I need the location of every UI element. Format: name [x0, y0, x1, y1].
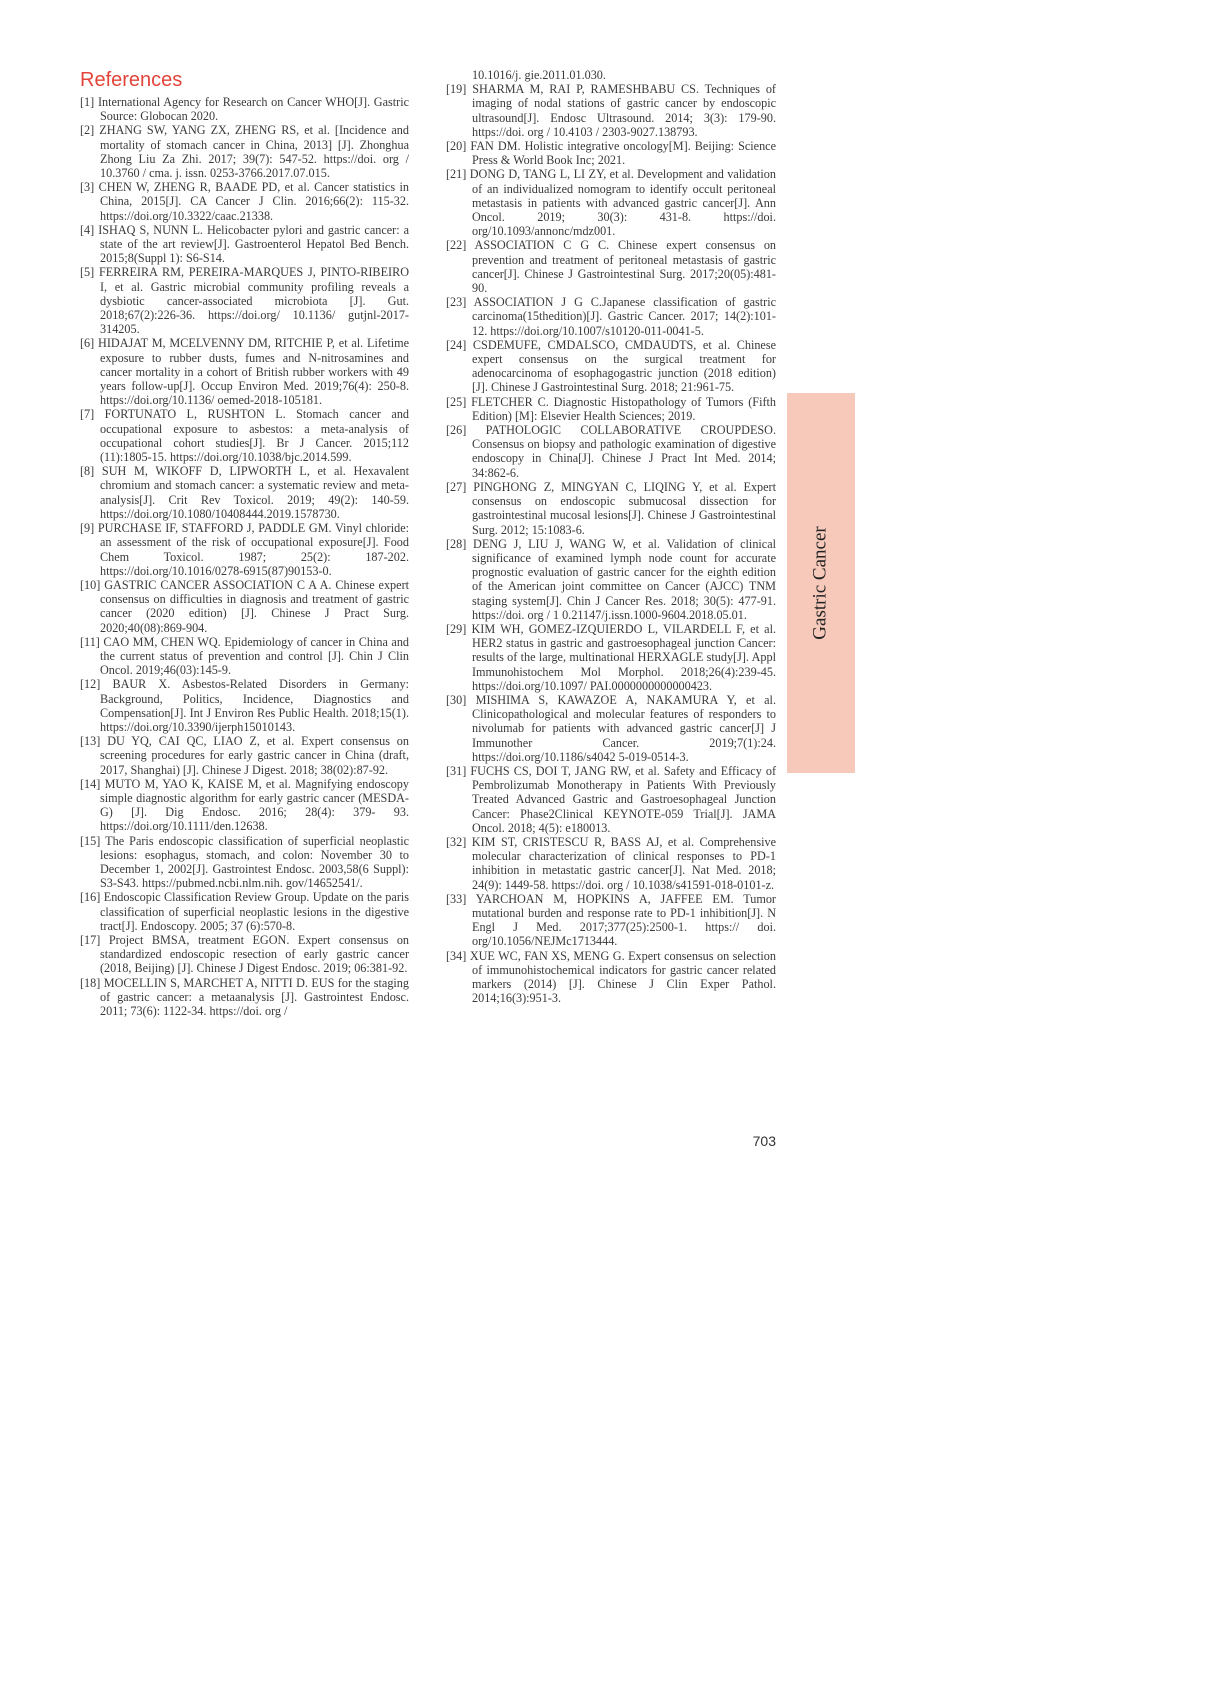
reference-number: [32] — [446, 834, 467, 849]
reference-item — [446, 622, 776, 693]
reference-number: [25] — [446, 394, 467, 409]
reference-text: CSDEMUFE, CMDALSCO, CMDAUDTS, et al. Chinese expert consensus on the surgical treatment for adenocarcinoma of esophagogastric junction (2018 edition) [J]. Chinese J Gastrointestinal Surg. 2018; 21:961-75. — [472, 337, 776, 395]
reference-text: ISHAQ S, NUNN L. Helicobacter pylori and gastric cancer: a state of the art review[J]. Gastroenterol Hepatol Bed Bench. 2015;8(Suppl 1): S6-S14. — [98, 222, 410, 266]
reference-number: [26] — [446, 423, 467, 438]
references-heading: References — [80, 69, 183, 91]
reference-item — [80, 834, 409, 891]
reference-text: Project BMSA, treatment EGON. Expert consensus on standardized endoscopic resection of early gastric cancer (2018, Beijing) [J]. Chinese J Digest Endosc. 2019; 06:381-92. — [100, 932, 410, 976]
reference-text: MOCELLIN S, MARCHET A, NITTI D. EUS for the staging of gastric cancer: a metaanalysis [J]. Gastrointest Endosc. 2011; 73(6): 1122-34. https://doi. org / — [100, 975, 409, 1018]
reference-text: GASTRIC CANCER ASSOCIATION C A A. Chinese expert consensus on difficulties in diagnosis and treatment of gastric cancer (2020 edition) [J]. Chinese J Pract Surg. 2020;40(08):869-904. — [100, 577, 410, 635]
reference-number: [1] — [80, 95, 95, 109]
reference-item — [80, 890, 409, 933]
reference-item — [446, 693, 776, 764]
reference-text: BAUR X. Asbestos-Related Disorders in Germany: Background, Politics, Incidence, Diagnostics and Compensation[J]. Int J Environ Res Public Health. 2018;15(1). https://doi.org/10.3390/ijerph15010143. — [100, 677, 409, 734]
reference-number: [31] — [446, 763, 467, 778]
reference-item — [80, 223, 409, 266]
reference-item — [80, 95, 409, 123]
reference-item — [80, 265, 409, 336]
reference-item — [446, 82, 776, 139]
reference-text: YARCHOAN M, HOPKINS A, JAFFEE EM. Tumor mutational burden and response rate to PD-1 inhibition[J]. N Engl J Med. 2017;377(25):2500-1. https:// doi. org/10.1056/NEJMc1713444. — [472, 891, 776, 949]
reference-item — [80, 180, 409, 223]
reference-continuation: 10.1016/j. gie.2011.01.030. — [472, 68, 606, 82]
reference-text: XUE WC, FAN XS, MENG G. Expert consensus on selection of immunohistochemical indicators for gastric cancer related markers (2014) [J]. Chinese J Clin Exper Pathol. 2014;16(3):951-3. — [469, 948, 776, 1006]
reference-text: The Paris endoscopic classification of superficial neoplastic lesions: esophagus, stomach, and colon: November 30 to December 1, 2002[J]. Gastrointest Endosc. 2003,58(6 Suppl): S3-S43. https://pubmed.ncbi.nlm.nih. gov/14652541/. — [100, 833, 410, 891]
reference-number: [20] — [446, 139, 467, 154]
reference-item — [80, 521, 409, 578]
reference-item — [446, 480, 776, 537]
section-tab — [787, 393, 855, 773]
reference-number: [27] — [446, 479, 467, 494]
reference-text: FAN DM. Holistic integrative oncology[M]. Beijing: Science Press & World Book Inc; 2021. — [470, 139, 777, 168]
reference-number: [33] — [446, 891, 467, 906]
reference-item — [80, 464, 409, 521]
reference-item — [80, 635, 409, 678]
reference-number: [13] — [80, 734, 101, 749]
reference-text: PURCHASE IF, STAFFORD J, PADDLE GM. Vinyl chloride: an assessment of the risk of occupational exposure[J]. Food Chem Toxicol. 1987; 25(2): 187-202. https://doi.org/10.1016/0278-6915(87)90153-0. — [97, 521, 409, 578]
references-left-column — [80, 95, 409, 1018]
references-right-column — [446, 68, 776, 1005]
reference-text: SUH M, WIKOFF D, LIPWORTH L, et al. Hexavalent chromium and stomach cancer: a systematic review and meta-analysis[J]. Crit Rev Toxicol. 2019; 49(2): 140-59. https://doi.org/10.1080/10408444.2019.1578730. — [100, 464, 409, 521]
reference-text: HIDAJAT M, MCELVENNY DM, RITCHIE P, et al. Lifetime exposure to rubber dusts, fumes and N-nitrosamines and cancer mortality in a cohort of British rubber workers with 49 years follow-up[J]. Occup Environ Med. 2019;76(4): 250-8. https://doi.org/10.1136/ oemed-2018-105181. — [98, 336, 409, 408]
reference-number: [9] — [80, 521, 95, 536]
reference-text: ZHANG SW, YANG ZX, ZHENG RS, et al. [Incidence and mortality of stomach cancer in China, 2013] [J]. Zhonghua Zhong Liu Za Zhi. 2017; 39(7): 547-52. https://doi. org / 10.3760 / cma. j. issn. 0253-3766.2017.07.015. — [99, 123, 409, 181]
reference-number: [11] — [80, 634, 100, 649]
reference-number: [15] — [80, 833, 101, 848]
reference-text: KIM WH, GOMEZ-IZQUIERDO L, VILARDELL F, et al. HER2 status in gastric and gastroesophageal junction Cancer: results of the large, multinational HERXAGLE study[J]. Appl Immunohistochem Mol Morphol. 2018;26(4):239-45. https://doi.org/10.1097/ PAI.0000000000000423. — [471, 621, 777, 693]
reference-item — [80, 777, 409, 834]
reference-item — [446, 238, 776, 295]
reference-item — [446, 295, 776, 338]
reference-item — [446, 338, 776, 395]
reference-number: [2] — [80, 123, 95, 138]
reference-text: KIM ST, CRISTESCU R, BASS AJ, et al. Comprehensive molecular characterization of clinical responses to PD-1 inhibition in metastatic gastric cancer[J]. Nat Med. 2018; 24(9): 1449-58. https://doi. org / 10.1038/s41591-018-0101-z. — [471, 834, 776, 892]
reference-text: CHEN W, ZHENG R, BAADE PD, et al. Cancer statistics in China, 2015[J]. CA Cancer J Clin. 2016;66(2): 115-32. https://doi.org/10.3322/caac.21338. — [98, 180, 409, 223]
reference-text: CAO MM, CHEN WQ. Epidemiology of cancer in China and the current status of prevention and control [J]. Chin J Clin Oncol. 2019;46(03):145-9. — [100, 634, 410, 678]
reference-number: [23] — [446, 295, 467, 310]
reference-item — [446, 139, 776, 167]
reference-number: [28] — [446, 536, 467, 551]
reference-number: [30] — [446, 692, 467, 707]
reference-text: MUTO M, YAO K, KAISE M, et al. Magnifying endoscopy simple diagnostic algorithm for early gastric cancer (MESDA-G) [J]. Dig Endosc. 2016; 28(4): 379- 93. https://doi.org/10.1111/den.12638. — [100, 776, 409, 834]
reference-number: [29] — [446, 621, 467, 636]
reference-item — [446, 764, 776, 835]
reference-number: [10] — [80, 577, 101, 592]
reference-item — [446, 892, 776, 949]
reference-text: FUCHS CS, DOI T, JANG RW, et al. Safety and Efficacy of Pembrolizumab Monotherapy in Patients With Previously Treated Advanced Gastric and Gastroesophageal Junction Cancer: Phase2Clinical KEYNOTE-059 Trial[J]. JAMA Oncol. 2018; 4(5): e180013. — [470, 763, 777, 835]
page-number: 703 — [752, 1133, 776, 1149]
section-tab-label: Gastric Cancer — [810, 526, 832, 640]
reference-item — [80, 336, 409, 407]
reference-item — [80, 677, 409, 734]
reference-item — [80, 123, 409, 180]
reference-item — [80, 933, 409, 976]
reference-text: FERREIRA RM, PEREIRA-MARQUES J, PINTO-RIBEIRO I, et al. Gastric microbial community profiling reveals a dysbiotic cancer-associated microbiota [J]. Gut. 2018;67(2):226-36. https://doi.org/ 10.1136/ gutjnl-2017-314205. — [98, 265, 409, 337]
reference-number: [24] — [446, 337, 467, 352]
reference-number: [19] — [446, 82, 467, 97]
reference-number: [17] — [80, 932, 101, 947]
reference-text: ASSOCIATION J G C.Japanese classification of gastric carcinoma(15thedition)[J]. Gastric Cancer. 2017; 14(2):101-12. https://doi.org/10.1007/s10120-011-0041-5. — [472, 295, 777, 338]
reference-item — [446, 835, 776, 892]
reference-text: ASSOCIATION C G C. Chinese expert consensus on prevention and treatment of peritoneal metastasis of gastric cancer[J]. Chinese J Gastrointestinal Surg. 2017;20(05):481-90. — [472, 238, 777, 296]
reference-text: FLETCHER C. Diagnostic Histopathology of Tumors (Fifth Edition) [M]: Elsevier Health Sciences; 2019. — [471, 394, 776, 423]
reference-text: DONG D, TANG L, LI ZY, et al. Development and validation of an individualized nomogram to identify occult peritoneal metastasis in patients with advanced gastric cancer[J]. Ann Oncol. 2019; 30(3): 431-8. https://doi. org/10.1093/annonc/mdz001. — [469, 167, 776, 239]
reference-item — [80, 407, 409, 464]
reference-text: Endoscopic Classification Review Group. Update on the paris classification of superficial neoplastic lesions in the digestive tract[J]. Endoscopy. 2005; 37 (6):570-8. — [100, 890, 410, 933]
reference-number: [5] — [80, 265, 95, 280]
reference-item — [80, 578, 409, 635]
reference-number: [6] — [80, 336, 95, 351]
reference-item — [446, 537, 776, 622]
reference-number: [22] — [446, 238, 467, 253]
reference-number: [34] — [446, 948, 467, 963]
reference-number: [3] — [80, 180, 95, 195]
reference-item — [446, 395, 776, 423]
reference-item — [446, 167, 776, 238]
reference-text: DENG J, LIU J, WANG W, et al. Validation of clinical significance of examined lymph node count for accurate prognostic evaluation of gastric cancer for the eighth edition of the American joint committee on Cancer (AJCC) TNM staging system[J]. Chin J Cancer Res. 2018; 30(5): 477-91. https://doi. org / 1 0.21147/j.issn.1000-9604.2018.05.01. — [472, 536, 776, 622]
reference-text: FORTUNATO L, RUSHTON L. Stomach cancer and occupational exposure to asbestos: a meta-analysis of occupational cohort studies[J]. Br J Cancer. 2015;112 (11):1805-15. https://doi.org/10.1038/bjc.2014.599. — [100, 407, 410, 465]
reference-number: [4] — [80, 222, 95, 237]
reference-text: PATHOLOGIC COLLABORATIVE CROUPDESO. Consensus on biopsy and pathologic examination of digestive endoscopy in China[J]. Chinese J Pract Int Med. 2014; 34:862-6. — [472, 423, 777, 480]
reference-text: MISHIMA S, KAWAZOE A, NAKAMURA Y, et al. Clinicopathological and molecular features of responders to nivolumab for patients with advanced gastric cancer[J] J Immunother Cancer. 2019;7(1):24. https://doi.org/10.1186/s4042 5-019-0514-3. — [472, 692, 776, 764]
reference-number: [12] — [80, 677, 101, 692]
reference-text: International Agency for Research on Cancer WHO[J]. Gastric Source: Globocan 2020. — [97, 95, 409, 124]
reference-item — [80, 734, 409, 777]
reference-number: [18] — [80, 975, 101, 990]
reference-number: [7] — [80, 407, 95, 422]
reference-text: SHARMA M, RAI P, RAMESHBABU CS. Techniques of imaging of nodal stations of gastric cancer by endoscopic ultrasound[J]. Endosc Ultrasound. 2014; 3(3): 179-90. https://doi. org / 10.4103 / 2303-9027.138793. — [472, 82, 776, 139]
reference-number: [8] — [80, 464, 95, 479]
reference-item — [80, 976, 409, 1019]
reference-number: [21] — [446, 167, 467, 182]
reference-item — [446, 949, 776, 1006]
reference-text: DU YQ, CAI QC, LIAO Z, et al. Expert consensus on screening procedures for early gastric cancer in China (draft, 2017, Shanghai) [J]. Chinese J Digest. 2018; 38(02):87-92. — [100, 734, 409, 777]
reference-number: [16] — [80, 890, 101, 905]
reference-item — [446, 423, 776, 480]
reference-number: [14] — [80, 776, 101, 791]
reference-text: PINGHONG Z, MINGYAN C, LIQING Y, et al. Expert consensus on endoscopic submucosal dissection for gastrointestinal mucosal lesions[J]. Chinese J Gastrointestinal Surg. 2012; 15:1083-6. — [472, 479, 777, 537]
